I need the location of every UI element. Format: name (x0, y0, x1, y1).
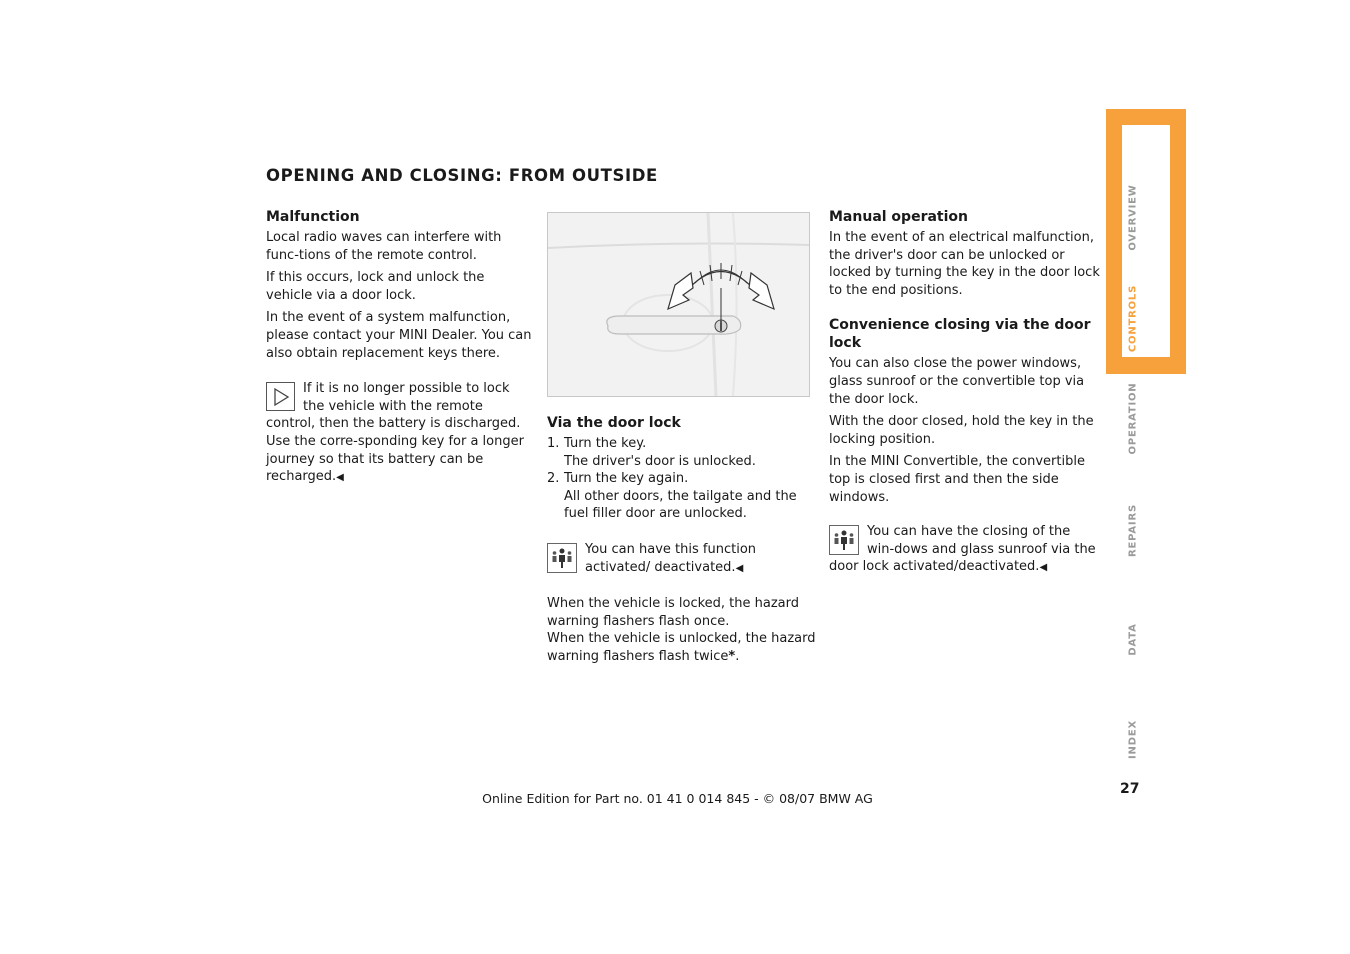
end-mark: ◀ (735, 562, 744, 574)
step-action: Turn the key again. (564, 471, 689, 487)
sidebar-item-repairs[interactable]: REPAIRS (1127, 504, 1139, 557)
heading-convenience-closing: Convenience closing via the door lock (829, 317, 1091, 352)
step-action: Turn the key. (564, 436, 647, 451)
step-number: 1. (547, 436, 560, 451)
optional-star: * (728, 648, 736, 664)
column-door-lock (547, 414, 819, 666)
page-number: 27 (1120, 781, 1140, 797)
paragraph: You can also close the power windows, glass sunroof or the convertible top via the door lock. (829, 356, 1085, 407)
column-manual-operation (829, 208, 1101, 577)
note-battery (266, 380, 534, 487)
step-result: All other doors, the tailgate and the fuel filler door are unlocked. (564, 488, 797, 522)
sidebar-item-index[interactable]: INDEX (1127, 720, 1139, 759)
note-text: You can have the closing of the win-dows and glass sunroof via the door lock activated/deactivated. (829, 524, 1096, 575)
paragraph: When the vehicle is locked, the hazard warning flashers flash once. (547, 596, 800, 629)
sidebar-item-operation[interactable]: OPERATION (1127, 382, 1139, 455)
note-activation (547, 541, 819, 577)
section-title: OPENING AND CLOSING: FROM OUTSIDE (266, 166, 658, 185)
paragraph: In the event of a system malfunction, please contact your MINI Dealer. You can also obtain replacement keys there. (266, 310, 532, 361)
paragraph: In the MINI Convertible, the convertible top is closed first and then the side windows. (829, 454, 1085, 505)
paragraph-end: . (735, 648, 740, 664)
arrow-note-icon (266, 382, 295, 411)
sidebar-item-overview[interactable]: OVERVIEW (1127, 184, 1139, 251)
list-item (547, 435, 819, 470)
paragraph-hazard-unlock (547, 630, 819, 665)
note-text: You can have this function activated/ deactivated. (585, 541, 757, 575)
column-malfunction (266, 208, 534, 487)
door-handle-illustration (547, 212, 810, 397)
note-text: If it is no longer possible to lock the vehicle with the remote control, then the battery is discharged. Use the corre-sponding key for a longer journey so that its battery can be recharged. (266, 381, 524, 485)
paragraph: If this occurs, lock and unlock the vehicle via a door lock. (266, 270, 485, 303)
sidebar-item-controls[interactable]: CONTROLS (1127, 284, 1139, 353)
service-people-icon (547, 543, 577, 573)
step-number: 2. (547, 471, 560, 487)
paragraph: With the door closed, hold the key in the locking position. (829, 414, 1094, 447)
end-mark: ◀ (336, 472, 344, 484)
heading-malfunction: Malfunction (266, 209, 360, 225)
paragraph-text: When the vehicle is unlocked, the hazard warning flashers flash twice (547, 631, 816, 664)
sidebar-item-data[interactable]: DATA (1127, 623, 1139, 656)
end-mark: ◀ (1039, 562, 1048, 574)
note-closing-activation (829, 523, 1101, 577)
steps-list (547, 435, 819, 523)
paragraph: Local radio waves can interfere with func-tions of the remote control. (266, 230, 502, 263)
heading-manual-operation: Manual operation (829, 209, 968, 225)
step-result: The driver's door is unlocked. (564, 453, 756, 469)
footer-edition: Online Edition for Part no. 01 41 0 014 845 - © 08/07 BMW AG (482, 791, 873, 806)
service-people-icon (829, 525, 859, 555)
heading-via-door-lock: Via the door lock (547, 415, 681, 431)
list-item (547, 470, 819, 523)
paragraph: In the event of an electrical malfunction, the driver's door can be unlocked or locked by turning the key in the door lock to the end positions. (829, 230, 1100, 298)
